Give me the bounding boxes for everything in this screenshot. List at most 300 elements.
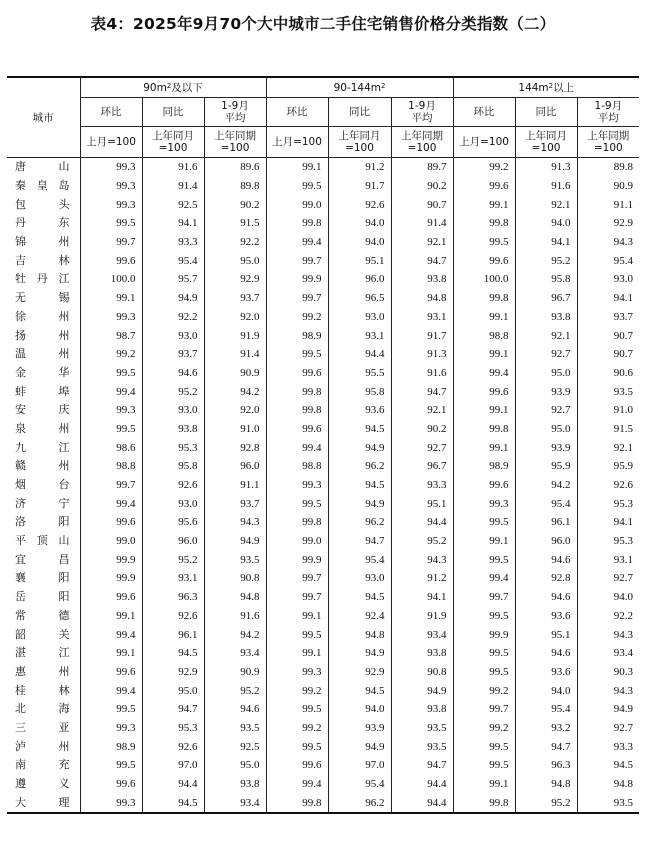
index-value-cell: 92.0 — [204, 308, 266, 327]
index-value-cell: 98.9 — [80, 737, 142, 756]
index-value-cell: 93.0 — [577, 270, 639, 289]
index-value-cell: 92.9 — [577, 214, 639, 233]
table-row — [7, 494, 639, 513]
city-name: 赣州 — [15, 459, 70, 473]
index-value-cell: 92.9 — [328, 663, 391, 682]
index-value-cell: 99.7 — [453, 588, 515, 607]
index-value-cell: 95.5 — [328, 364, 391, 383]
index-value-cell: 89.8 — [204, 177, 266, 196]
table-row — [7, 345, 639, 364]
index-value-cell: 98.6 — [80, 438, 142, 457]
index-value-cell: 99.7 — [266, 289, 328, 308]
index-value-cell: 94.8 — [328, 625, 391, 644]
index-value-cell: 90.7 — [577, 326, 639, 345]
table-row — [7, 793, 639, 813]
city-cell — [7, 438, 80, 457]
index-value-cell: 99.6 — [453, 251, 515, 270]
index-value-cell: 95.8 — [142, 457, 204, 476]
index-value-cell: 99.8 — [453, 793, 515, 813]
page-title: 表4：2025年9月70个大中城市二手住宅销售价格分类指数（二） — [90, 15, 556, 33]
index-type-header-line1: 1-9月 — [221, 100, 249, 112]
area-unit-superscript: 2 — [548, 81, 554, 90]
table-row — [7, 532, 639, 551]
city-name: 牡丹江 — [15, 272, 70, 286]
index-value-cell: 92.6 — [142, 476, 204, 495]
index-value-cell: 94.8 — [515, 775, 577, 794]
index-value-cell: 99.1 — [80, 644, 142, 663]
index-value-cell: 92.5 — [204, 737, 266, 756]
index-value-cell: 93.0 — [142, 494, 204, 513]
index-value-cell: 90.9 — [204, 364, 266, 383]
index-value-cell: 92.1 — [515, 326, 577, 345]
index-value-cell: 95.1 — [328, 251, 391, 270]
index-value-cell: 99.6 — [266, 756, 328, 775]
index-value-cell: 95.8 — [328, 382, 391, 401]
index-value-cell: 91.7 — [391, 326, 453, 345]
base-period-header — [515, 127, 577, 158]
index-value-cell: 99.9 — [266, 270, 328, 289]
index-value-cell: 94.5 — [142, 644, 204, 663]
base-period-header-line1: 上月=100 — [272, 136, 322, 148]
index-value-cell: 99.7 — [266, 251, 328, 270]
index-value-cell: 99.1 — [453, 345, 515, 364]
index-value-cell: 94.7 — [391, 251, 453, 270]
city-cell — [7, 719, 80, 738]
city-name: 湛江 — [15, 646, 70, 660]
index-value-cell: 99.1 — [453, 195, 515, 214]
area-group-header — [453, 77, 639, 98]
index-value-cell: 99.2 — [453, 681, 515, 700]
index-value-cell: 95.3 — [577, 494, 639, 513]
index-value-cell: 99.4 — [80, 382, 142, 401]
city-cell — [7, 214, 80, 233]
index-value-cell: 92.4 — [328, 607, 391, 626]
city-name: 济宁 — [15, 496, 70, 510]
index-value-cell: 95.8 — [515, 270, 577, 289]
index-value-cell: 99.9 — [266, 550, 328, 569]
index-value-cell: 99.5 — [266, 345, 328, 364]
index-value-cell: 94.8 — [391, 289, 453, 308]
index-value-cell: 91.2 — [328, 158, 391, 177]
index-value-cell: 93.7 — [577, 308, 639, 327]
city-name: 宜昌 — [15, 552, 70, 566]
index-value-cell: 99.5 — [80, 364, 142, 383]
index-type-header-line1: 1-9月 — [594, 100, 623, 112]
index-value-cell: 96.0 — [142, 532, 204, 551]
index-value-cell: 94.8 — [204, 588, 266, 607]
index-value-cell: 99.6 — [453, 177, 515, 196]
city-name: 扬州 — [15, 328, 70, 342]
area-unit-superscript: 2 — [166, 81, 172, 90]
index-value-cell: 99.1 — [453, 775, 515, 794]
index-value-cell: 93.3 — [577, 737, 639, 756]
index-value-cell: 91.9 — [391, 607, 453, 626]
index-value-cell: 99.3 — [80, 401, 142, 420]
index-value-cell: 92.0 — [204, 401, 266, 420]
city-cell — [7, 158, 80, 177]
index-value-cell: 91.3 — [515, 158, 577, 177]
index-value-cell: 94.6 — [142, 364, 204, 383]
index-value-cell: 92.9 — [204, 270, 266, 289]
index-value-cell: 94.6 — [204, 700, 266, 719]
index-value-cell: 94.0 — [515, 214, 577, 233]
base-period-header — [266, 127, 328, 158]
city-cell — [7, 401, 80, 420]
city-name: 金华 — [15, 365, 70, 379]
index-value-cell: 91.1 — [577, 195, 639, 214]
index-value-cell: 96.1 — [142, 625, 204, 644]
city-cell — [7, 607, 80, 626]
city-name: 包头 — [15, 197, 70, 211]
index-value-cell: 95.2 — [391, 532, 453, 551]
city-name: 惠州 — [15, 664, 70, 678]
index-value-cell: 98.9 — [266, 326, 328, 345]
index-value-cell: 95.4 — [515, 700, 577, 719]
city-cell — [7, 793, 80, 813]
index-value-cell: 93.2 — [515, 719, 577, 738]
index-type-header — [515, 98, 577, 127]
city-cell — [7, 345, 80, 364]
index-value-cell: 94.2 — [515, 476, 577, 495]
index-value-cell: 99.7 — [453, 700, 515, 719]
index-value-cell: 99.4 — [453, 569, 515, 588]
index-value-cell: 94.1 — [577, 513, 639, 532]
index-value-cell: 99.6 — [80, 775, 142, 794]
index-value-cell: 92.7 — [577, 719, 639, 738]
index-value-cell: 93.9 — [515, 438, 577, 457]
city-name: 三亚 — [15, 720, 70, 734]
index-value-cell: 99.7 — [80, 476, 142, 495]
city-cell — [7, 195, 80, 214]
index-type-header-line2: 平均 — [597, 112, 619, 124]
city-cell — [7, 569, 80, 588]
index-value-cell: 93.1 — [328, 326, 391, 345]
table-row — [7, 364, 639, 383]
index-value-cell: 93.0 — [328, 569, 391, 588]
base-period-header-line2: =100 — [531, 142, 561, 154]
index-value-cell: 95.0 — [142, 681, 204, 700]
index-value-cell: 99.1 — [453, 308, 515, 327]
index-value-cell: 99.2 — [266, 308, 328, 327]
base-period-header — [453, 127, 515, 158]
index-type-header — [142, 98, 204, 127]
price-index-table — [7, 76, 639, 814]
table-row — [7, 569, 639, 588]
index-value-cell: 92.9 — [142, 663, 204, 682]
index-value-cell: 99.5 — [266, 494, 328, 513]
index-value-cell: 93.1 — [577, 550, 639, 569]
index-value-cell: 93.4 — [204, 793, 266, 813]
index-value-cell: 91.1 — [204, 476, 266, 495]
index-value-cell: 100.0 — [80, 270, 142, 289]
table-row — [7, 663, 639, 682]
table-row — [7, 326, 639, 345]
city-name: 洛阳 — [15, 515, 70, 529]
index-value-cell: 94.2 — [204, 625, 266, 644]
base-period-header-line1: 上年同期 — [587, 130, 630, 142]
index-value-cell: 96.2 — [328, 513, 391, 532]
index-value-cell: 94.9 — [391, 681, 453, 700]
index-value-cell: 94.4 — [391, 793, 453, 813]
city-name: 常德 — [15, 608, 70, 622]
index-value-cell: 91.0 — [577, 401, 639, 420]
index-value-cell: 99.4 — [453, 364, 515, 383]
index-value-cell: 94.7 — [515, 737, 577, 756]
index-value-cell: 94.7 — [391, 382, 453, 401]
index-value-cell: 90.8 — [204, 569, 266, 588]
index-value-cell: 99.0 — [266, 195, 328, 214]
table-row — [7, 644, 639, 663]
index-value-cell: 99.2 — [266, 681, 328, 700]
index-value-cell: 99.0 — [266, 532, 328, 551]
city-cell — [7, 644, 80, 663]
index-value-cell: 92.8 — [515, 569, 577, 588]
index-value-cell: 91.2 — [391, 569, 453, 588]
index-value-cell: 91.6 — [142, 158, 204, 177]
index-value-cell: 89.8 — [577, 158, 639, 177]
city-name: 平顶山 — [15, 534, 70, 548]
index-value-cell: 99.1 — [266, 607, 328, 626]
index-value-cell: 93.3 — [391, 476, 453, 495]
index-value-cell: 99.5 — [453, 737, 515, 756]
index-value-cell: 98.7 — [80, 326, 142, 345]
city-name: 泸州 — [15, 739, 70, 753]
city-cell — [7, 737, 80, 756]
table-row — [7, 588, 639, 607]
index-value-cell: 99.8 — [266, 513, 328, 532]
index-value-cell: 99.7 — [80, 233, 142, 252]
index-value-cell: 99.1 — [80, 289, 142, 308]
index-value-cell: 96.3 — [515, 756, 577, 775]
city-name: 韶关 — [15, 627, 70, 641]
index-value-cell: 91.6 — [391, 364, 453, 383]
index-value-cell: 91.4 — [142, 177, 204, 196]
index-value-cell: 94.0 — [328, 700, 391, 719]
city-cell — [7, 476, 80, 495]
table-row — [7, 625, 639, 644]
index-value-cell: 93.8 — [204, 775, 266, 794]
index-value-cell: 92.6 — [142, 737, 204, 756]
index-type-header — [577, 98, 639, 127]
index-value-cell: 93.1 — [391, 308, 453, 327]
index-value-cell: 99.9 — [80, 569, 142, 588]
index-value-cell: 96.2 — [328, 457, 391, 476]
index-value-cell: 96.0 — [204, 457, 266, 476]
index-type-header-line1: 环比 — [286, 106, 308, 118]
index-value-cell: 93.3 — [142, 233, 204, 252]
city-name: 无锡 — [15, 291, 70, 305]
index-value-cell: 98.9 — [453, 457, 515, 476]
base-period-header — [80, 127, 142, 158]
index-value-cell: 93.8 — [391, 644, 453, 663]
index-value-cell: 93.9 — [515, 382, 577, 401]
city-name: 蚌埠 — [15, 384, 70, 398]
index-value-cell: 99.4 — [266, 438, 328, 457]
index-value-cell: 95.2 — [515, 793, 577, 813]
table-row — [7, 513, 639, 532]
index-type-header — [453, 98, 515, 127]
base-period-header — [204, 127, 266, 158]
table-row — [7, 308, 639, 327]
index-value-cell: 90.9 — [577, 177, 639, 196]
index-value-cell: 95.2 — [142, 382, 204, 401]
index-value-cell: 93.0 — [142, 326, 204, 345]
index-value-cell: 99.6 — [453, 382, 515, 401]
index-value-cell: 95.0 — [204, 756, 266, 775]
index-value-cell: 99.7 — [266, 569, 328, 588]
index-value-cell: 90.9 — [204, 663, 266, 682]
index-value-cell: 93.7 — [204, 494, 266, 513]
index-value-cell: 99.5 — [453, 644, 515, 663]
index-value-cell: 93.8 — [515, 308, 577, 327]
index-value-cell: 95.2 — [204, 681, 266, 700]
index-value-cell: 94.5 — [328, 588, 391, 607]
area-group-suffix: 及以下 — [171, 81, 203, 94]
index-value-cell: 99.1 — [453, 401, 515, 420]
city-cell — [7, 364, 80, 383]
index-value-cell: 92.7 — [391, 438, 453, 457]
index-value-cell: 99.6 — [80, 513, 142, 532]
city-name: 南充 — [15, 758, 70, 772]
index-value-cell: 93.4 — [204, 644, 266, 663]
area-unit-superscript: 2 — [380, 81, 386, 90]
index-value-cell: 99.1 — [80, 607, 142, 626]
index-value-cell: 95.4 — [577, 251, 639, 270]
city-cell — [7, 550, 80, 569]
index-value-cell: 92.1 — [391, 233, 453, 252]
index-value-cell: 94.9 — [328, 438, 391, 457]
index-value-cell: 99.1 — [266, 644, 328, 663]
index-value-cell: 93.1 — [142, 569, 204, 588]
index-value-cell: 99.3 — [80, 195, 142, 214]
index-type-header-line1: 同比 — [535, 106, 557, 118]
index-value-cell: 99.2 — [453, 719, 515, 738]
index-value-cell: 95.9 — [515, 457, 577, 476]
index-value-cell: 96.1 — [515, 513, 577, 532]
index-type-header — [204, 98, 266, 127]
index-value-cell: 99.4 — [80, 494, 142, 513]
city-name: 泉州 — [15, 421, 70, 435]
city-cell — [7, 681, 80, 700]
index-value-cell: 95.2 — [142, 550, 204, 569]
index-type-header-line1: 同比 — [349, 106, 370, 118]
index-value-cell: 93.6 — [515, 607, 577, 626]
table-row — [7, 457, 639, 476]
index-value-cell: 96.7 — [515, 289, 577, 308]
index-value-cell: 90.6 — [577, 364, 639, 383]
index-value-cell: 93.0 — [142, 401, 204, 420]
table-row — [7, 476, 639, 495]
table-row — [7, 681, 639, 700]
index-value-cell: 99.5 — [453, 233, 515, 252]
index-value-cell: 91.7 — [328, 177, 391, 196]
area-group-label: 90m — [143, 81, 167, 94]
index-value-cell: 99.6 — [80, 588, 142, 607]
city-cell — [7, 308, 80, 327]
base-period-header-line2: =100 — [593, 142, 623, 154]
index-value-cell: 94.2 — [204, 382, 266, 401]
index-value-cell: 92.6 — [142, 607, 204, 626]
city-cell — [7, 625, 80, 644]
index-value-cell: 96.7 — [391, 457, 453, 476]
city-name: 秦皇岛 — [15, 179, 70, 193]
city-cell — [7, 457, 80, 476]
index-value-cell: 97.0 — [142, 756, 204, 775]
city-cell — [7, 588, 80, 607]
index-value-cell: 91.3 — [391, 345, 453, 364]
index-value-cell: 94.3 — [577, 625, 639, 644]
index-value-cell: 99.3 — [266, 663, 328, 682]
index-value-cell: 99.5 — [80, 756, 142, 775]
table-row — [7, 438, 639, 457]
index-value-cell: 93.7 — [204, 289, 266, 308]
index-value-cell: 93.8 — [391, 270, 453, 289]
base-period-header — [328, 127, 391, 158]
index-value-cell: 91.6 — [204, 607, 266, 626]
table-row — [7, 233, 639, 252]
index-value-cell: 99.8 — [266, 793, 328, 813]
city-name: 九江 — [15, 440, 70, 454]
index-value-cell: 92.7 — [577, 569, 639, 588]
index-value-cell: 99.5 — [453, 607, 515, 626]
city-name: 烟台 — [15, 478, 70, 492]
index-value-cell: 99.0 — [80, 532, 142, 551]
index-value-cell: 95.4 — [328, 550, 391, 569]
index-value-cell: 90.7 — [391, 195, 453, 214]
city-cell — [7, 233, 80, 252]
index-value-cell: 94.5 — [328, 681, 391, 700]
city-cell — [7, 700, 80, 719]
index-value-cell: 94.1 — [515, 233, 577, 252]
index-value-cell: 96.0 — [328, 270, 391, 289]
index-value-cell: 94.5 — [142, 793, 204, 813]
city-name: 丹东 — [15, 216, 70, 230]
index-value-cell: 99.8 — [453, 420, 515, 439]
index-value-cell: 94.0 — [515, 681, 577, 700]
index-value-cell: 99.6 — [453, 476, 515, 495]
area-group-header — [266, 77, 453, 98]
index-value-cell: 99.5 — [80, 700, 142, 719]
index-value-cell: 92.6 — [577, 476, 639, 495]
index-value-cell: 94.9 — [328, 644, 391, 663]
index-value-cell: 98.8 — [453, 326, 515, 345]
index-value-cell: 93.0 — [328, 308, 391, 327]
index-type-header-line1: 环比 — [473, 106, 495, 118]
area-group-suffix: 以上 — [553, 81, 575, 94]
index-value-cell: 99.6 — [80, 251, 142, 270]
base-period-header-line1: 上月=100 — [86, 136, 136, 148]
index-value-cell: 99.4 — [80, 625, 142, 644]
area-group-label: 90-144m — [333, 81, 381, 94]
index-value-cell: 99.4 — [80, 681, 142, 700]
index-value-cell: 91.5 — [577, 420, 639, 439]
table-row — [7, 607, 639, 626]
index-value-cell: 90.8 — [391, 663, 453, 682]
index-value-cell: 92.1 — [515, 195, 577, 214]
index-value-cell: 94.3 — [577, 233, 639, 252]
index-value-cell: 99.8 — [453, 289, 515, 308]
city-cell — [7, 382, 80, 401]
city-name: 安庆 — [15, 403, 70, 417]
index-value-cell: 96.5 — [328, 289, 391, 308]
index-value-cell: 94.6 — [515, 644, 577, 663]
index-value-cell: 91.4 — [204, 345, 266, 364]
index-value-cell: 94.1 — [391, 588, 453, 607]
base-period-header — [142, 127, 204, 158]
index-value-cell: 99.5 — [453, 550, 515, 569]
index-value-cell: 94.1 — [577, 289, 639, 308]
index-value-cell: 92.8 — [204, 438, 266, 457]
